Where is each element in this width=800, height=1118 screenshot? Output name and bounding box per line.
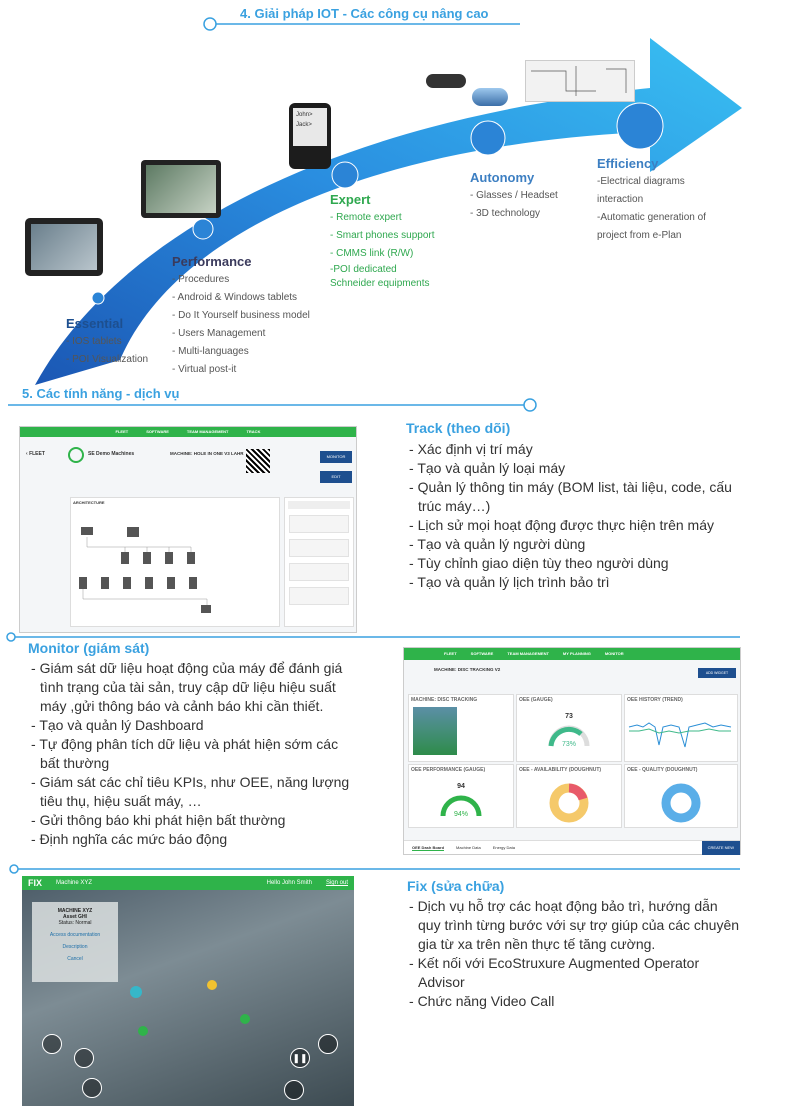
add-widget-button[interactable]: ADD WIDGET [698, 668, 736, 678]
tab-energy-data[interactable]: Energy Data [492, 845, 515, 850]
oee-performance-title: OEE PERFORMANCE (GAUGE) [411, 767, 486, 773]
stage-performance-title: Performance [172, 254, 252, 269]
monitor-nav-item[interactable]: SOFTWARE [470, 651, 494, 656]
user-icon[interactable] [74, 1048, 94, 1068]
stage-efficiency-item: -Automatic generation of [597, 212, 706, 223]
stage-expert-item: - Remote expert [330, 212, 402, 223]
machine-panel-title: MACHINE: DISC TRACKING [411, 697, 478, 703]
section5-underline [0, 395, 800, 415]
monitor-screenshot [403, 647, 741, 855]
stage-expert-item: -POI dedicated [330, 264, 397, 275]
oee-performance-value: 94 [457, 783, 465, 790]
stage-efficiency-item: -Electrical diagrams [597, 176, 685, 187]
architecture-panel [70, 497, 280, 627]
fix-item: - Dịch vụ hỗ trợ các hoạt động bảo trì, hướng dẫn quy trình từng bước với sự trợ giúp của các chuyên gia từ xa trên nền thực tế tăng cường. [418, 897, 740, 954]
smartphone-image [289, 103, 331, 169]
card-asset: Asset GHI [63, 914, 87, 920]
card-cancel-button[interactable]: Cancel [67, 956, 83, 962]
fix-item: - Kết nối với EcoStruxure Augmented Operator Advisor [418, 954, 740, 992]
tab-oee-dashboard[interactable]: OEE Dash Board [412, 844, 445, 850]
stage-efficiency [597, 156, 706, 245]
monitor-item: - Giám sát các chỉ tiêu KPIs, như OEE, năng lượng tiêu thụ, hiệu suất máy, … [40, 773, 358, 811]
section4-title: 4. Giải pháp IOT - Các công cụ nâng cao [240, 6, 489, 21]
track-item: - Lịch sử mọi hoạt động được thực hiện trên máy [418, 516, 748, 535]
track-back-label: FLEET [29, 451, 45, 457]
stage-performance-item: - Multi-languages [172, 346, 249, 357]
photo-icon[interactable] [284, 1080, 304, 1100]
fix-list [408, 897, 740, 1011]
card-status: Status: Normal [58, 920, 92, 926]
architecture-tree [71, 507, 279, 625]
oee-history-title: OEE HISTORY (TREND) [627, 697, 683, 703]
stage-autonomy-item: - Glasses / Headset [470, 190, 558, 201]
oee-availability-panel [516, 764, 622, 828]
card-title: MACHINE XYZ [57, 908, 93, 914]
stage-performance-item: - Users Management [172, 328, 266, 339]
monitor-nav-item[interactable]: TEAM MANAGEMENT [507, 651, 549, 656]
stage-expert [330, 192, 435, 291]
stage-autonomy-title: Autonomy [470, 170, 535, 185]
monitor-nav-item[interactable]: FLEET [444, 651, 457, 656]
oee-quality-panel [624, 764, 738, 828]
track-item: - Quản lý thông tin máy (BOM list, tài liệu, code, cấu trúc máy…) [418, 478, 748, 516]
camera-icon[interactable] [42, 1034, 62, 1054]
track-item: - Xác định vị trí máy [418, 440, 748, 459]
ios-tablet-image [25, 218, 103, 276]
monitor-item: - Tự động phân tích dữ liệu và phát hiện sớm các bất thường [40, 735, 358, 773]
tab-machine-data[interactable]: Machine Data [456, 845, 481, 850]
poi-marker-icon[interactable] [138, 1026, 148, 1036]
edit-button[interactable]: EDIT [320, 471, 352, 483]
stage-efficiency-item: interaction [597, 194, 644, 205]
section5-title: 5. Các tính năng - dịch vụ [22, 386, 180, 401]
fix-screenshot [22, 876, 354, 1106]
monitor-nav [404, 648, 740, 660]
monitor-item: - Gửi thông báo khi phát hiện bất thường [40, 811, 358, 830]
fix-divider [0, 862, 800, 876]
electrical-diagram-image [525, 60, 635, 102]
oee-history-trend [625, 705, 737, 755]
stage-efficiency-title: Efficiency [597, 156, 659, 171]
fix-app-name: FIX [28, 878, 43, 888]
monitor-nav-item[interactable]: MONITOR [604, 651, 624, 656]
android-tablet-image [141, 160, 221, 218]
oee-history-panel [624, 694, 738, 762]
track-item: - Tạo và quản lý lịch trình bảo trì [418, 573, 748, 592]
oee-quality-title: OEE - QUALITY (DOUGHNUT) [627, 767, 698, 773]
pause-icon[interactable]: ❚❚ [290, 1048, 310, 1068]
activity-tabs[interactable] [288, 501, 350, 509]
stage-performance-item: - Android & Windows tablets [172, 292, 298, 303]
track-title: Track (theo dõi) [406, 420, 511, 436]
poi-marker-icon[interactable] [207, 980, 217, 990]
phone-line2: Jack> [296, 122, 312, 128]
machine-info-card [32, 902, 118, 982]
stage-autonomy-item: - 3D technology [470, 208, 541, 219]
location-icon[interactable] [318, 1034, 338, 1054]
headset-image [472, 88, 508, 106]
fix-item: - Chức năng Video Call [418, 992, 740, 1011]
qr-code [246, 449, 270, 473]
stage-essential-item: - IOS tablets [66, 336, 122, 347]
fix-header [22, 876, 354, 890]
stage-performance-item: - Procedures [172, 274, 230, 285]
monitor-machine: MACHINE: DISC TRACKING V2 [434, 667, 501, 672]
oee-performance-panel [408, 764, 514, 828]
track-nav-item[interactable]: FLEET [115, 429, 129, 434]
stage-expert-title: Expert [330, 192, 371, 207]
oee-availability-title: OEE - AVAILABILITY (DOUGHNUT) [519, 767, 602, 773]
oee-availability-doughnut [517, 775, 621, 825]
oee-gauge-panel [516, 694, 622, 762]
stage-performance [172, 254, 310, 379]
machine-photo [413, 707, 457, 755]
oee-performance-arc [409, 790, 513, 820]
activity-panel [284, 497, 354, 627]
poi-marker-icon[interactable] [240, 1014, 250, 1024]
oee-gauge-value: 73 [565, 713, 573, 720]
track-list [408, 440, 748, 592]
stage-performance-item: - Do It Yourself business model [172, 310, 310, 321]
track-company: SE Demo Machines [88, 451, 135, 457]
poi-marker-icon[interactable] [130, 986, 142, 998]
monitor-list [30, 659, 358, 849]
phone-line1: John> [296, 112, 313, 118]
card-description-button[interactable]: Description [62, 944, 88, 950]
monitor-tabs [404, 840, 740, 854]
track-nav-item[interactable]: SOFTWARE [146, 429, 169, 434]
gear-icon [68, 447, 84, 463]
track-nav-item[interactable]: TEAM MANAGEMENT [186, 429, 229, 434]
create-new-button[interactable]: CREATE NEW [702, 841, 740, 855]
track-machine: MACHINE: HOLE IN ONE V3 LAHR [170, 451, 244, 456]
stage-expert-item: - CMMS link (R/W) [330, 248, 414, 259]
oee-gauge-pct: 73% [561, 741, 577, 748]
track-back-link[interactable]: ‹ FLEET [26, 451, 45, 457]
monitor-button[interactable]: MONITOR [320, 451, 352, 463]
ar-glasses-image [426, 74, 466, 88]
signout-link[interactable]: Sign out [325, 880, 348, 886]
architecture-title: ARCHITECTURE [73, 500, 105, 505]
track-item: - Tạo và quản lý loại máy [418, 459, 748, 478]
fix-hello: Hello John Smith [266, 880, 312, 886]
oee-gauge-arc [517, 720, 621, 750]
stage-autonomy [470, 170, 558, 223]
stage-expert-item: - Smart phones support [330, 230, 435, 241]
stage-essential [66, 316, 148, 369]
track-nav [20, 427, 356, 437]
monitor-item: - Tạo và quản lý Dashboard [40, 716, 358, 735]
stage-performance-item: - Virtual post-it [172, 364, 237, 375]
stage-expert-item: Schneider equipments [330, 278, 430, 289]
track-item: - Tùy chỉnh giao diện tùy theo người dùng [418, 554, 748, 573]
monitor-nav-item[interactable]: MY PLANNING [562, 651, 591, 656]
tools-icon[interactable] [82, 1078, 102, 1098]
fix-title: Fix (sửa chữa) [407, 878, 505, 894]
card-access-button[interactable]: Access documentation [49, 932, 101, 938]
fix-machine-name: Machine XYZ [56, 880, 93, 886]
monitor-item: - Định nghĩa các mức báo động [40, 830, 358, 849]
oee-gauge-title: OEE (GAUGE) [519, 697, 553, 703]
track-nav-item[interactable]: TRACK [246, 429, 261, 434]
monitor-title: Monitor (giám sát) [28, 640, 150, 656]
track-item: - Tạo và quản lý người dùng [418, 535, 748, 554]
oee-performance-pct: 94% [453, 811, 469, 818]
track-screenshot [19, 426, 357, 633]
machine-panel [408, 694, 514, 762]
stage-essential-title: Essential [66, 316, 124, 331]
monitor-item: - Giám sát dữ liệu hoạt động của máy để đánh giá tình trạng của tài sản, truy cập dữ liệu hiệu suất máy ,gửi thông báo và cảnh báo khi cần thiết. [40, 659, 358, 716]
stage-efficiency-item: project from e-Plan [597, 230, 682, 241]
oee-quality-doughnut [625, 775, 737, 825]
stage-essential-item: - POI Visualization [66, 354, 149, 365]
